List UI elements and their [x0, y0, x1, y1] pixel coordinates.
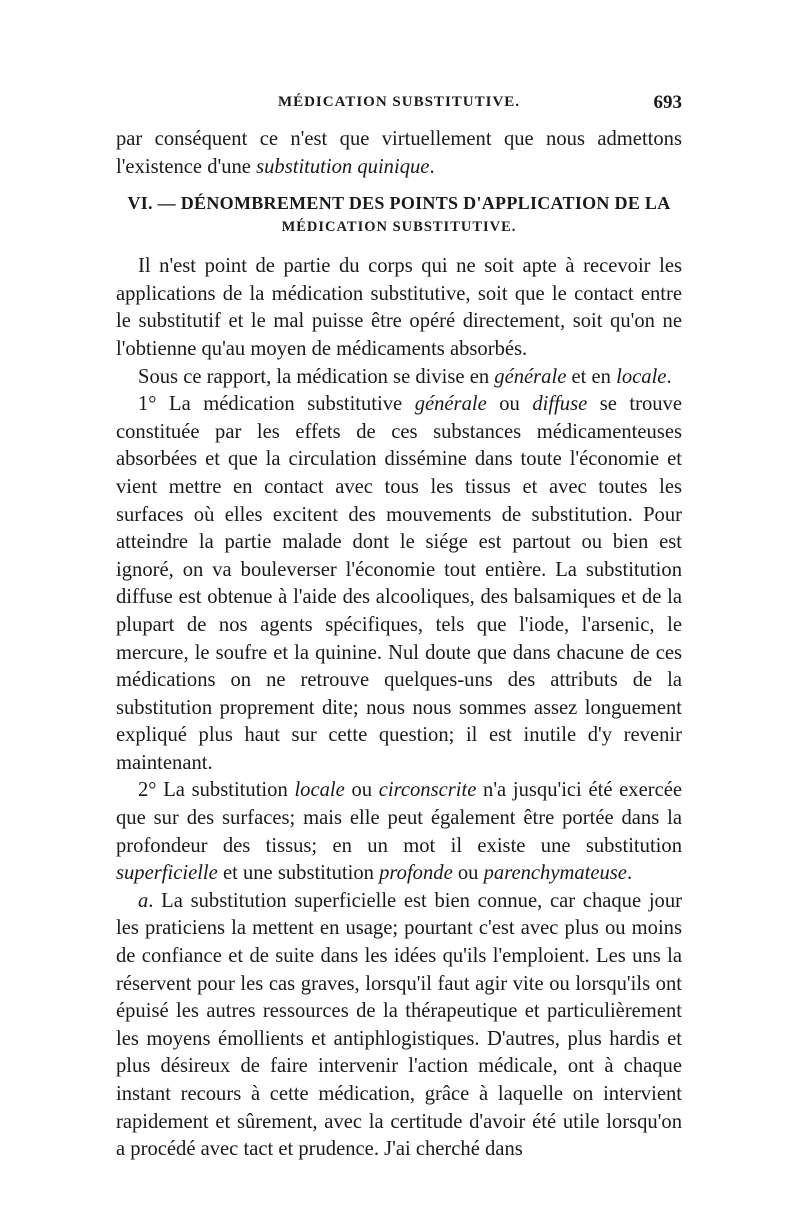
text-run: ou — [344, 779, 379, 802]
text-run: et une substitution — [217, 862, 380, 885]
paragraph — [116, 777, 682, 887]
italic-term: générale — [414, 393, 487, 416]
text-run: Sous ce rapport, la médication se divise en — [138, 365, 495, 388]
text-run: . — [666, 365, 672, 388]
section-heading-line1: VI. — DÉNOMBREMENT DES POINTS D'APPLICATION DE LA — [127, 193, 671, 214]
italic-term: locale — [616, 365, 667, 388]
body-text — [116, 126, 682, 1164]
text-run: ou — [452, 862, 484, 885]
text-run: Il n'est point de partie du corps qui ne soit apte à recevoir les applications de la médication substitutive, soit que le contact entre le substitutif et le mal puisse être opéré directement, soit qu'on ne l'obtienne qu'au moyen de médicaments absorbés. — [116, 255, 682, 360]
italic-term: parenchymateuse — [483, 862, 627, 885]
section-heading-line2: MÉDICATION SUBSTITUTIVE. — [281, 219, 517, 236]
paragraph — [116, 888, 682, 1164]
italic-term: circonscrite — [378, 779, 477, 802]
text-run: . — [626, 862, 633, 885]
italic-term: diffuse — [532, 393, 588, 416]
text-run: et en — [566, 365, 617, 388]
page-number: 693 — [653, 92, 682, 113]
italic-term: superficielle — [116, 862, 218, 885]
paragraph — [116, 391, 682, 777]
text-run: ou — [486, 393, 533, 416]
italic-term: locale — [294, 779, 345, 802]
text-run: . La substitution superficielle est bien connue, car chaque jour les praticiens la mettent en usage; pourtant c'est avec plus ou moins de confiance et de suite dans les idées qu'ils l'emploient. Les uns la réservent pour les cas graves, lorsqu'il faut agir vite ou lorsqu'ils ont épuisé les autres ressources de la thérapeutique et particulièrement les moyens émollients et antiphlogistiques. D'autres, plus hardis et plus désireux de faire intervenir l'action médicale, ont à chaque instant recours à cette médication, grâce à laquelle on intervient rapidement et sûrement, avec la certitude d'avoir été utile lorsqu'on a procédé avec tact et prudence. J'ai cherché dans — [116, 889, 682, 1161]
text-run: se trouve constituée par les effets de ces substances médicamenteuses absorbées et que la circulation dissémine dans toute l'économie et vient mettre en contact avec tous les tissus et avec toutes les surfaces où elles excitent des mouvements de substitution. Pour atteindre la partie malade dont le siége est partout ou bien est ignoré, on va bouleverser l'économie tout entière. La substitution diffuse est obtenue à l'aide des alcooliques, des balsamiques et de la plupart de nos agents spécifiques, tels que l'iode, l'arsenic, le mercure, le soufre et la quinine. Nul doute que dans chacune de ces médications on ne retrouve quelques-uns des attributs de la substitution proprement dite; nous nous sommes assez longuement expliqué plus haut sur cette question; il est inutile d'y revenir maintenant. — [116, 393, 682, 774]
paragraph — [116, 364, 682, 392]
running-header — [116, 94, 682, 118]
text-run: 1° La médication substitutive — [138, 393, 415, 416]
italic-term: substitution quinique — [256, 155, 430, 178]
section-heading — [116, 191, 682, 239]
italic-term: générale — [494, 365, 567, 388]
italic-term: profonde — [379, 862, 453, 885]
text-run: par conséquent ce n'est que virtuellement que nous admettons l'existence d'une — [116, 128, 682, 178]
running-title: MÉDICATION SUBSTITUTIVE. — [277, 94, 521, 110]
text-run: 2° La substitution — [138, 779, 295, 802]
paragraph-continuation — [116, 126, 682, 181]
text-run: . — [429, 155, 435, 178]
italic-term: a — [138, 889, 149, 912]
paragraph — [116, 253, 682, 363]
text-run: n'a jusqu'ici été exercée que sur des surfaces; mais elle peut également être portée dans la profondeur des tissus; en un mot il existe une substitution — [116, 779, 683, 857]
